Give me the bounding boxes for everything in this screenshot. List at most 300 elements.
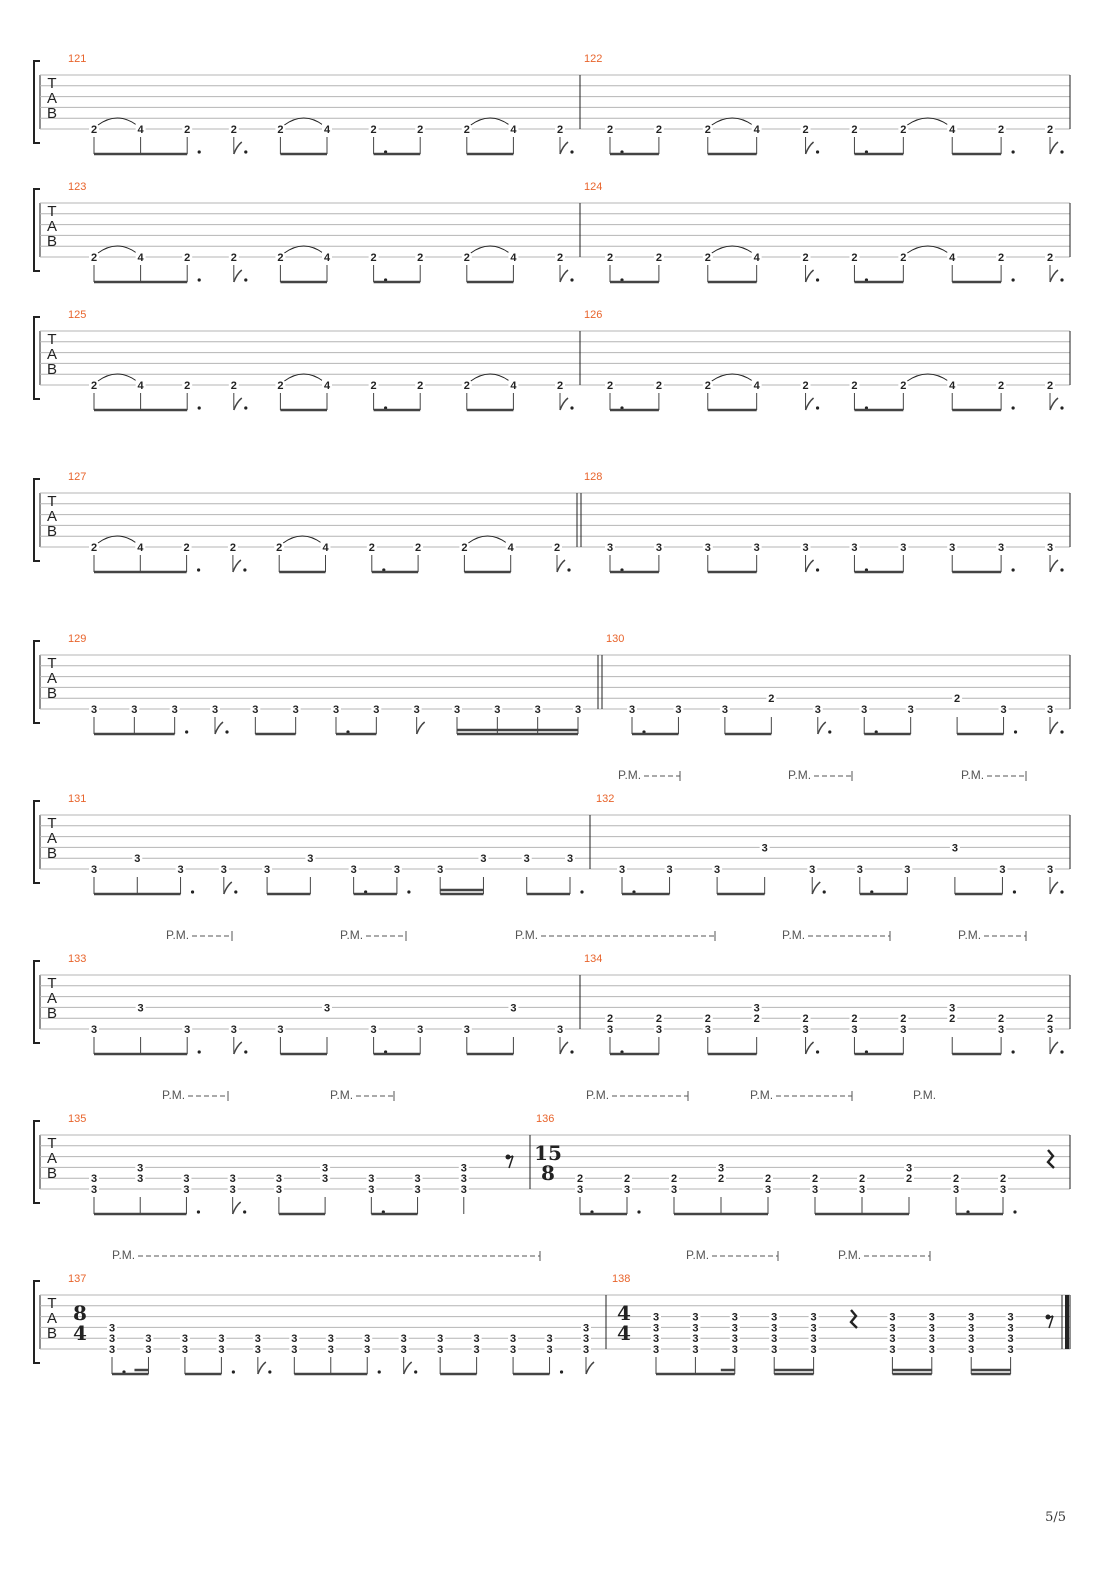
fret-number: 3 — [811, 1184, 819, 1196]
rhythm-dot — [1014, 730, 1017, 733]
rhythm-dot — [243, 568, 246, 571]
fret-number: 3 — [628, 704, 636, 716]
rhythm-dot — [225, 730, 228, 733]
rhythm-dot — [816, 150, 819, 153]
fret-number: 2 — [184, 124, 191, 136]
palm-mute-label: P.M. — [788, 768, 812, 782]
fret-number: 3 — [473, 1344, 480, 1356]
fret-number: 2 — [415, 542, 422, 554]
fret-number: 2 — [851, 124, 858, 136]
time-signature-top: 15 — [534, 1141, 562, 1165]
measure-number: 129 — [68, 633, 87, 645]
tie-arc — [284, 374, 323, 381]
fret-number: 3 — [582, 1333, 590, 1346]
measure-number: 123 — [68, 181, 87, 193]
fret-number: 3 — [652, 1322, 660, 1335]
fret-number: 3 — [413, 704, 420, 716]
fret-number: 3 — [655, 1024, 662, 1036]
fret-number: 3 — [652, 1333, 660, 1346]
fret-number: 3 — [460, 1173, 467, 1186]
fret-number: 3 — [292, 704, 299, 716]
fret-number: 3 — [230, 1024, 237, 1036]
fret-number: 3 — [218, 1333, 225, 1346]
fret-number: 2 — [655, 1013, 662, 1026]
palm-mute-label: P.M. — [686, 1248, 710, 1262]
fret-number: 2 — [463, 252, 470, 264]
fret-number: 2 — [998, 1013, 1005, 1026]
fret-number: 3 — [652, 1311, 660, 1324]
tab-clef-letter: A — [46, 218, 58, 235]
fret-number: 3 — [692, 1333, 699, 1346]
staff-system — [34, 61, 1070, 154]
tie-arc — [284, 246, 323, 253]
tie-arc — [471, 118, 510, 125]
note-flag — [234, 270, 242, 282]
fret-number: 3 — [1007, 1344, 1014, 1356]
rhythm-dot — [243, 1210, 246, 1213]
fret-number: 3 — [327, 1333, 334, 1346]
tab-clef-letter: T — [47, 203, 57, 220]
fret-number: 3 — [968, 1322, 975, 1335]
rhythm-dot — [407, 890, 410, 893]
fret-number: 3 — [460, 1162, 467, 1175]
fret-number: 2 — [704, 252, 711, 264]
rhythm-dot — [1060, 406, 1063, 409]
fret-number: 3 — [900, 542, 907, 554]
fret-number: 3 — [704, 1024, 711, 1036]
tie-arc — [468, 536, 506, 543]
fret-number: 3 — [771, 1333, 778, 1346]
fret-number: 3 — [327, 1344, 334, 1356]
fret-number: 3 — [90, 864, 98, 876]
rhythm-dot — [197, 1210, 200, 1213]
fret-number: 3 — [229, 1184, 236, 1196]
fret-number: 3 — [1046, 542, 1054, 554]
fret-number: 3 — [368, 1184, 375, 1196]
fret-number: 3 — [323, 1002, 331, 1015]
fret-number: 3 — [574, 704, 582, 716]
fret-number: 3 — [949, 542, 956, 554]
measure-number: 131 — [68, 793, 87, 805]
rhythm-dot — [198, 278, 201, 281]
tab-clef-letter: B — [46, 1325, 58, 1342]
fret-number: 3 — [145, 1333, 152, 1346]
measure-number: 126 — [584, 309, 603, 321]
quarter-rest — [1048, 1150, 1054, 1168]
tab-clef-letter: B — [46, 845, 58, 862]
fret-number: 4 — [322, 542, 329, 554]
fret-number: 3 — [254, 1333, 261, 1346]
fret-number: 3 — [370, 1024, 377, 1036]
fret-number: 3 — [999, 1184, 1007, 1196]
fret-number: 2 — [463, 124, 470, 136]
note-flag — [560, 270, 568, 282]
fret-number: 2 — [999, 1173, 1007, 1186]
fret-number: 3 — [400, 1344, 407, 1356]
fret-number: 3 — [494, 704, 501, 716]
rhythm-dot — [244, 150, 247, 153]
fret-number: 2 — [370, 124, 377, 136]
fret-number: 2 — [277, 252, 284, 264]
fret-number: 4 — [949, 124, 956, 136]
fret-number: 2 — [998, 380, 1005, 392]
tie-arc — [471, 374, 510, 381]
note-flag — [1050, 142, 1058, 154]
fret-number: 3 — [546, 1344, 553, 1356]
system-bracket — [34, 1281, 40, 1363]
fret-number: 2 — [858, 1173, 866, 1186]
fret-number: 2 — [556, 252, 564, 264]
tab-clef-letter: T — [47, 975, 57, 992]
fret-number: 3 — [814, 704, 821, 716]
fret-number: 3 — [771, 1322, 778, 1335]
rhythm-dot — [1012, 406, 1015, 409]
fret-number: 3 — [666, 864, 673, 876]
staff-system — [34, 317, 1070, 410]
fret-number: 3 — [229, 1173, 236, 1186]
fret-number: 3 — [90, 1024, 98, 1036]
fret-number: 2 — [900, 124, 907, 136]
fret-number: 2 — [623, 1173, 631, 1186]
fret-number: 3 — [810, 1333, 817, 1346]
fret-number: 2 — [952, 1173, 960, 1186]
fret-number: 3 — [714, 864, 721, 876]
note-flag — [557, 560, 565, 572]
fret-number: 2 — [417, 252, 424, 264]
fret-number: 2 — [704, 380, 711, 392]
fret-number: 3 — [510, 1002, 517, 1015]
fret-number: 4 — [323, 124, 331, 136]
fret-number: 2 — [768, 693, 775, 706]
rhythm-dot — [570, 150, 573, 153]
note-flag — [215, 722, 223, 734]
note-flag — [818, 722, 826, 734]
measure-number: 136 — [536, 1113, 555, 1125]
fret-number: 3 — [1046, 1024, 1054, 1036]
fret-number: 4 — [323, 380, 331, 392]
measure-number: 125 — [68, 309, 87, 321]
fret-number: 3 — [623, 1184, 631, 1196]
time-signature-bottom: 4 — [73, 1321, 87, 1345]
fret-number: 3 — [652, 1344, 660, 1356]
note-flag — [233, 1202, 241, 1214]
measure-number: 133 — [68, 953, 87, 965]
fret-number: 3 — [211, 704, 219, 716]
fret-number: 3 — [131, 704, 138, 716]
fret-number: 3 — [692, 1311, 699, 1324]
fret-number: 2 — [90, 380, 98, 392]
fret-number: 2 — [704, 1013, 711, 1026]
fret-number: 3 — [437, 1344, 444, 1356]
tab-clef-letter: A — [46, 1310, 58, 1327]
fret-number: 3 — [731, 1322, 738, 1335]
fret-number: 2 — [655, 380, 662, 392]
fret-number: 2 — [1046, 252, 1054, 264]
fret-number: 3 — [753, 542, 760, 554]
note-flag — [224, 882, 232, 894]
system-bracket — [34, 1121, 40, 1203]
rhythm-dot — [234, 890, 237, 893]
fret-number: 4 — [753, 252, 760, 264]
tie-arc — [98, 118, 137, 125]
tab-clef-letter: T — [47, 655, 57, 672]
fret-number: 2 — [184, 380, 191, 392]
palm-mute-label: P.M. — [838, 1248, 862, 1262]
rhythm-dot — [198, 406, 201, 409]
fret-number: 3 — [952, 1184, 960, 1196]
tab-clef-letter: T — [47, 1295, 57, 1312]
fret-number: 3 — [307, 853, 314, 866]
fret-number: 3 — [556, 1024, 564, 1036]
fret-number: 3 — [400, 1333, 407, 1346]
system-bracket — [34, 189, 40, 271]
note-flag — [234, 398, 242, 410]
note-flag — [806, 1042, 814, 1054]
fret-number: 2 — [802, 380, 809, 392]
measure-number: 138 — [612, 1273, 631, 1285]
note-flag — [812, 882, 820, 894]
measure-number: 124 — [584, 181, 603, 193]
fret-number: 3 — [717, 1162, 725, 1175]
fret-number: 3 — [437, 1333, 444, 1346]
fret-number: 3 — [417, 1024, 424, 1036]
tie-arc — [98, 536, 136, 543]
fret-number: 3 — [949, 1002, 956, 1015]
fret-number: 3 — [90, 1184, 98, 1196]
rhythm-dot — [198, 1050, 201, 1053]
rhythm-dot — [378, 1370, 381, 1373]
rhythm-dot — [567, 568, 570, 571]
system-bracket — [34, 317, 40, 399]
palm-mute-label: P.M. — [340, 928, 364, 942]
fret-number: 3 — [460, 1184, 467, 1196]
fret-number: 3 — [731, 1333, 738, 1346]
fret-number: 2 — [802, 252, 809, 264]
fret-number: 3 — [731, 1344, 738, 1356]
fret-number: 2 — [655, 124, 662, 136]
rhythm-dot — [1013, 890, 1016, 893]
rhythm-dot — [232, 1370, 235, 1373]
fret-number: 2 — [900, 380, 907, 392]
fret-number: 3 — [907, 704, 914, 716]
fret-number: 3 — [108, 1322, 116, 1335]
tie-arc — [712, 118, 753, 125]
fret-number: 3 — [858, 1184, 866, 1196]
fret-number: 4 — [137, 380, 144, 392]
tie-arc — [471, 246, 510, 253]
tab-clef-letter: B — [46, 105, 58, 122]
rhythm-dot — [198, 150, 201, 153]
rhythm-dot — [244, 278, 247, 281]
fret-number: 2 — [851, 1013, 858, 1026]
fret-number: 2 — [90, 124, 98, 136]
fret-number: 3 — [414, 1173, 421, 1186]
tab-clef-letter: B — [46, 523, 58, 540]
rhythm-dot — [1012, 150, 1015, 153]
fret-number: 3 — [177, 864, 184, 876]
staff-system — [34, 479, 1070, 572]
fret-number: 3 — [802, 542, 809, 554]
fret-number: 3 — [108, 1333, 116, 1346]
system-bracket — [34, 479, 40, 561]
fret-number: 3 — [291, 1344, 298, 1356]
fret-number: 3 — [692, 1344, 699, 1356]
fret-number: 2 — [606, 124, 614, 136]
fret-number: 2 — [655, 252, 662, 264]
fret-number: 3 — [566, 853, 574, 866]
fret-number: 3 — [364, 1333, 371, 1346]
fret-number: 3 — [218, 1344, 225, 1356]
barline-final-thick — [1065, 1295, 1069, 1349]
fret-number: 3 — [90, 1173, 98, 1186]
rhythm-dot — [185, 730, 188, 733]
staff-system — [34, 641, 1070, 734]
palm-mute-label: P.M. — [750, 1088, 774, 1102]
fret-number: 3 — [856, 864, 863, 876]
fret-number: 4 — [137, 124, 144, 136]
fret-number: 2 — [370, 252, 377, 264]
fret-number: 3 — [675, 704, 682, 716]
fret-number: 3 — [368, 1173, 375, 1186]
rhythm-dot — [1012, 1050, 1015, 1053]
fret-number: 2 — [230, 252, 237, 264]
fret-number: 3 — [928, 1333, 935, 1346]
rhythm-dot — [1060, 150, 1063, 153]
rhythm-dot — [1060, 890, 1063, 893]
fret-number: 3 — [582, 1344, 590, 1356]
fret-number: 2 — [90, 252, 98, 264]
palm-mute-label: P.M. — [330, 1088, 354, 1102]
note-flag — [1050, 270, 1058, 282]
note-flag — [1050, 722, 1058, 734]
rhythm-dot — [1013, 1210, 1016, 1213]
fret-number: 2 — [184, 252, 191, 264]
fret-number: 3 — [810, 1322, 817, 1335]
fret-number: 3 — [968, 1344, 975, 1356]
fret-number: 2 — [183, 542, 190, 554]
palm-mute-label: P.M. — [958, 928, 982, 942]
fret-number: 2 — [998, 124, 1005, 136]
fret-number: 3 — [889, 1344, 896, 1356]
palm-mute-label: P.M. — [166, 928, 190, 942]
tie-arc — [284, 118, 323, 125]
note-flag — [404, 1362, 412, 1374]
fret-number: 3 — [463, 1024, 470, 1036]
note-flag — [806, 398, 814, 410]
rhythm-dot — [637, 1210, 640, 1213]
fret-number: 3 — [277, 1024, 284, 1036]
fret-number: 2 — [417, 380, 424, 392]
tab-clef-letter: A — [46, 1150, 58, 1167]
fret-number: 2 — [900, 1013, 907, 1026]
tab-clef-letter: T — [47, 331, 57, 348]
fret-number: 2 — [670, 1173, 678, 1186]
staff-system — [34, 771, 1070, 894]
fret-number: 3 — [968, 1333, 975, 1346]
fret-number: 3 — [721, 704, 728, 716]
fret-number: 3 — [851, 1024, 858, 1036]
rhythm-dot — [816, 406, 819, 409]
rhythm-dot — [580, 890, 583, 893]
fret-number: 2 — [576, 1173, 584, 1186]
tie-arc — [98, 246, 137, 253]
fret-number: 3 — [1007, 1333, 1014, 1346]
fret-number: 3 — [90, 704, 98, 716]
tie-arc — [283, 536, 321, 543]
fret-number: 3 — [181, 1344, 188, 1356]
rhythm-dot — [1060, 730, 1063, 733]
fret-number: 2 — [606, 380, 614, 392]
fret-number: 3 — [183, 1173, 190, 1186]
note-flag — [806, 142, 814, 154]
time-signature-top: 8 — [73, 1301, 87, 1325]
fret-number: 3 — [480, 853, 487, 866]
fret-number: 2 — [905, 1173, 913, 1186]
fret-number: 4 — [510, 380, 517, 392]
fret-number: 4 — [507, 542, 514, 554]
tie-arc — [907, 246, 948, 253]
quarter-rest — [851, 1310, 857, 1328]
fret-number: 3 — [453, 704, 461, 716]
fret-number: 2 — [802, 1013, 809, 1026]
fret-number: 3 — [998, 542, 1005, 554]
fret-number: 2 — [1046, 124, 1054, 136]
fret-number: 3 — [350, 864, 357, 876]
fret-number: 2 — [277, 380, 284, 392]
fret-number: 3 — [1007, 1311, 1014, 1324]
rhythm-dot — [1012, 568, 1015, 571]
rhythm-dot — [816, 278, 819, 281]
fret-number: 3 — [889, 1333, 896, 1346]
palm-mute-label: P.M. — [515, 928, 539, 942]
fret-number: 3 — [332, 704, 340, 716]
fret-number: 3 — [534, 704, 541, 716]
tab-clef-letter: T — [47, 75, 57, 92]
fret-number: 2 — [556, 124, 564, 136]
tab-clef-letter: B — [46, 233, 58, 250]
fret-number: 3 — [704, 542, 711, 554]
fret-number: 3 — [1007, 1322, 1014, 1335]
fret-number: 2 — [230, 380, 237, 392]
palm-mute-label: P.M. — [782, 928, 806, 942]
rhythm-dot — [244, 406, 247, 409]
tie-arc — [907, 118, 948, 125]
fret-number: 2 — [753, 1013, 760, 1026]
fret-number: 3 — [220, 864, 227, 876]
fret-number: 3 — [275, 1173, 282, 1186]
time-signature-bottom: 4 — [617, 1321, 631, 1345]
note-flag — [234, 142, 242, 154]
measure-number: 135 — [68, 1113, 87, 1125]
fret-number: 2 — [556, 380, 564, 392]
fret-number: 3 — [414, 1184, 421, 1196]
fret-number: 4 — [137, 252, 144, 264]
note-flag — [560, 1042, 568, 1054]
note-flag — [806, 270, 814, 282]
fret-number: 3 — [999, 864, 1006, 876]
fret-number: 4 — [510, 124, 517, 136]
palm-mute-label: P.M. — [618, 768, 642, 782]
fret-number: 4 — [949, 252, 956, 264]
fret-number: 3 — [618, 864, 626, 876]
fret-number: 4 — [753, 124, 760, 136]
tie-arc — [98, 374, 137, 381]
fret-number: 3 — [764, 1184, 772, 1196]
fret-number: 3 — [753, 1002, 760, 1015]
fret-number: 2 — [851, 380, 858, 392]
measure-number: 132 — [596, 793, 615, 805]
measure-number: 130 — [606, 633, 625, 645]
